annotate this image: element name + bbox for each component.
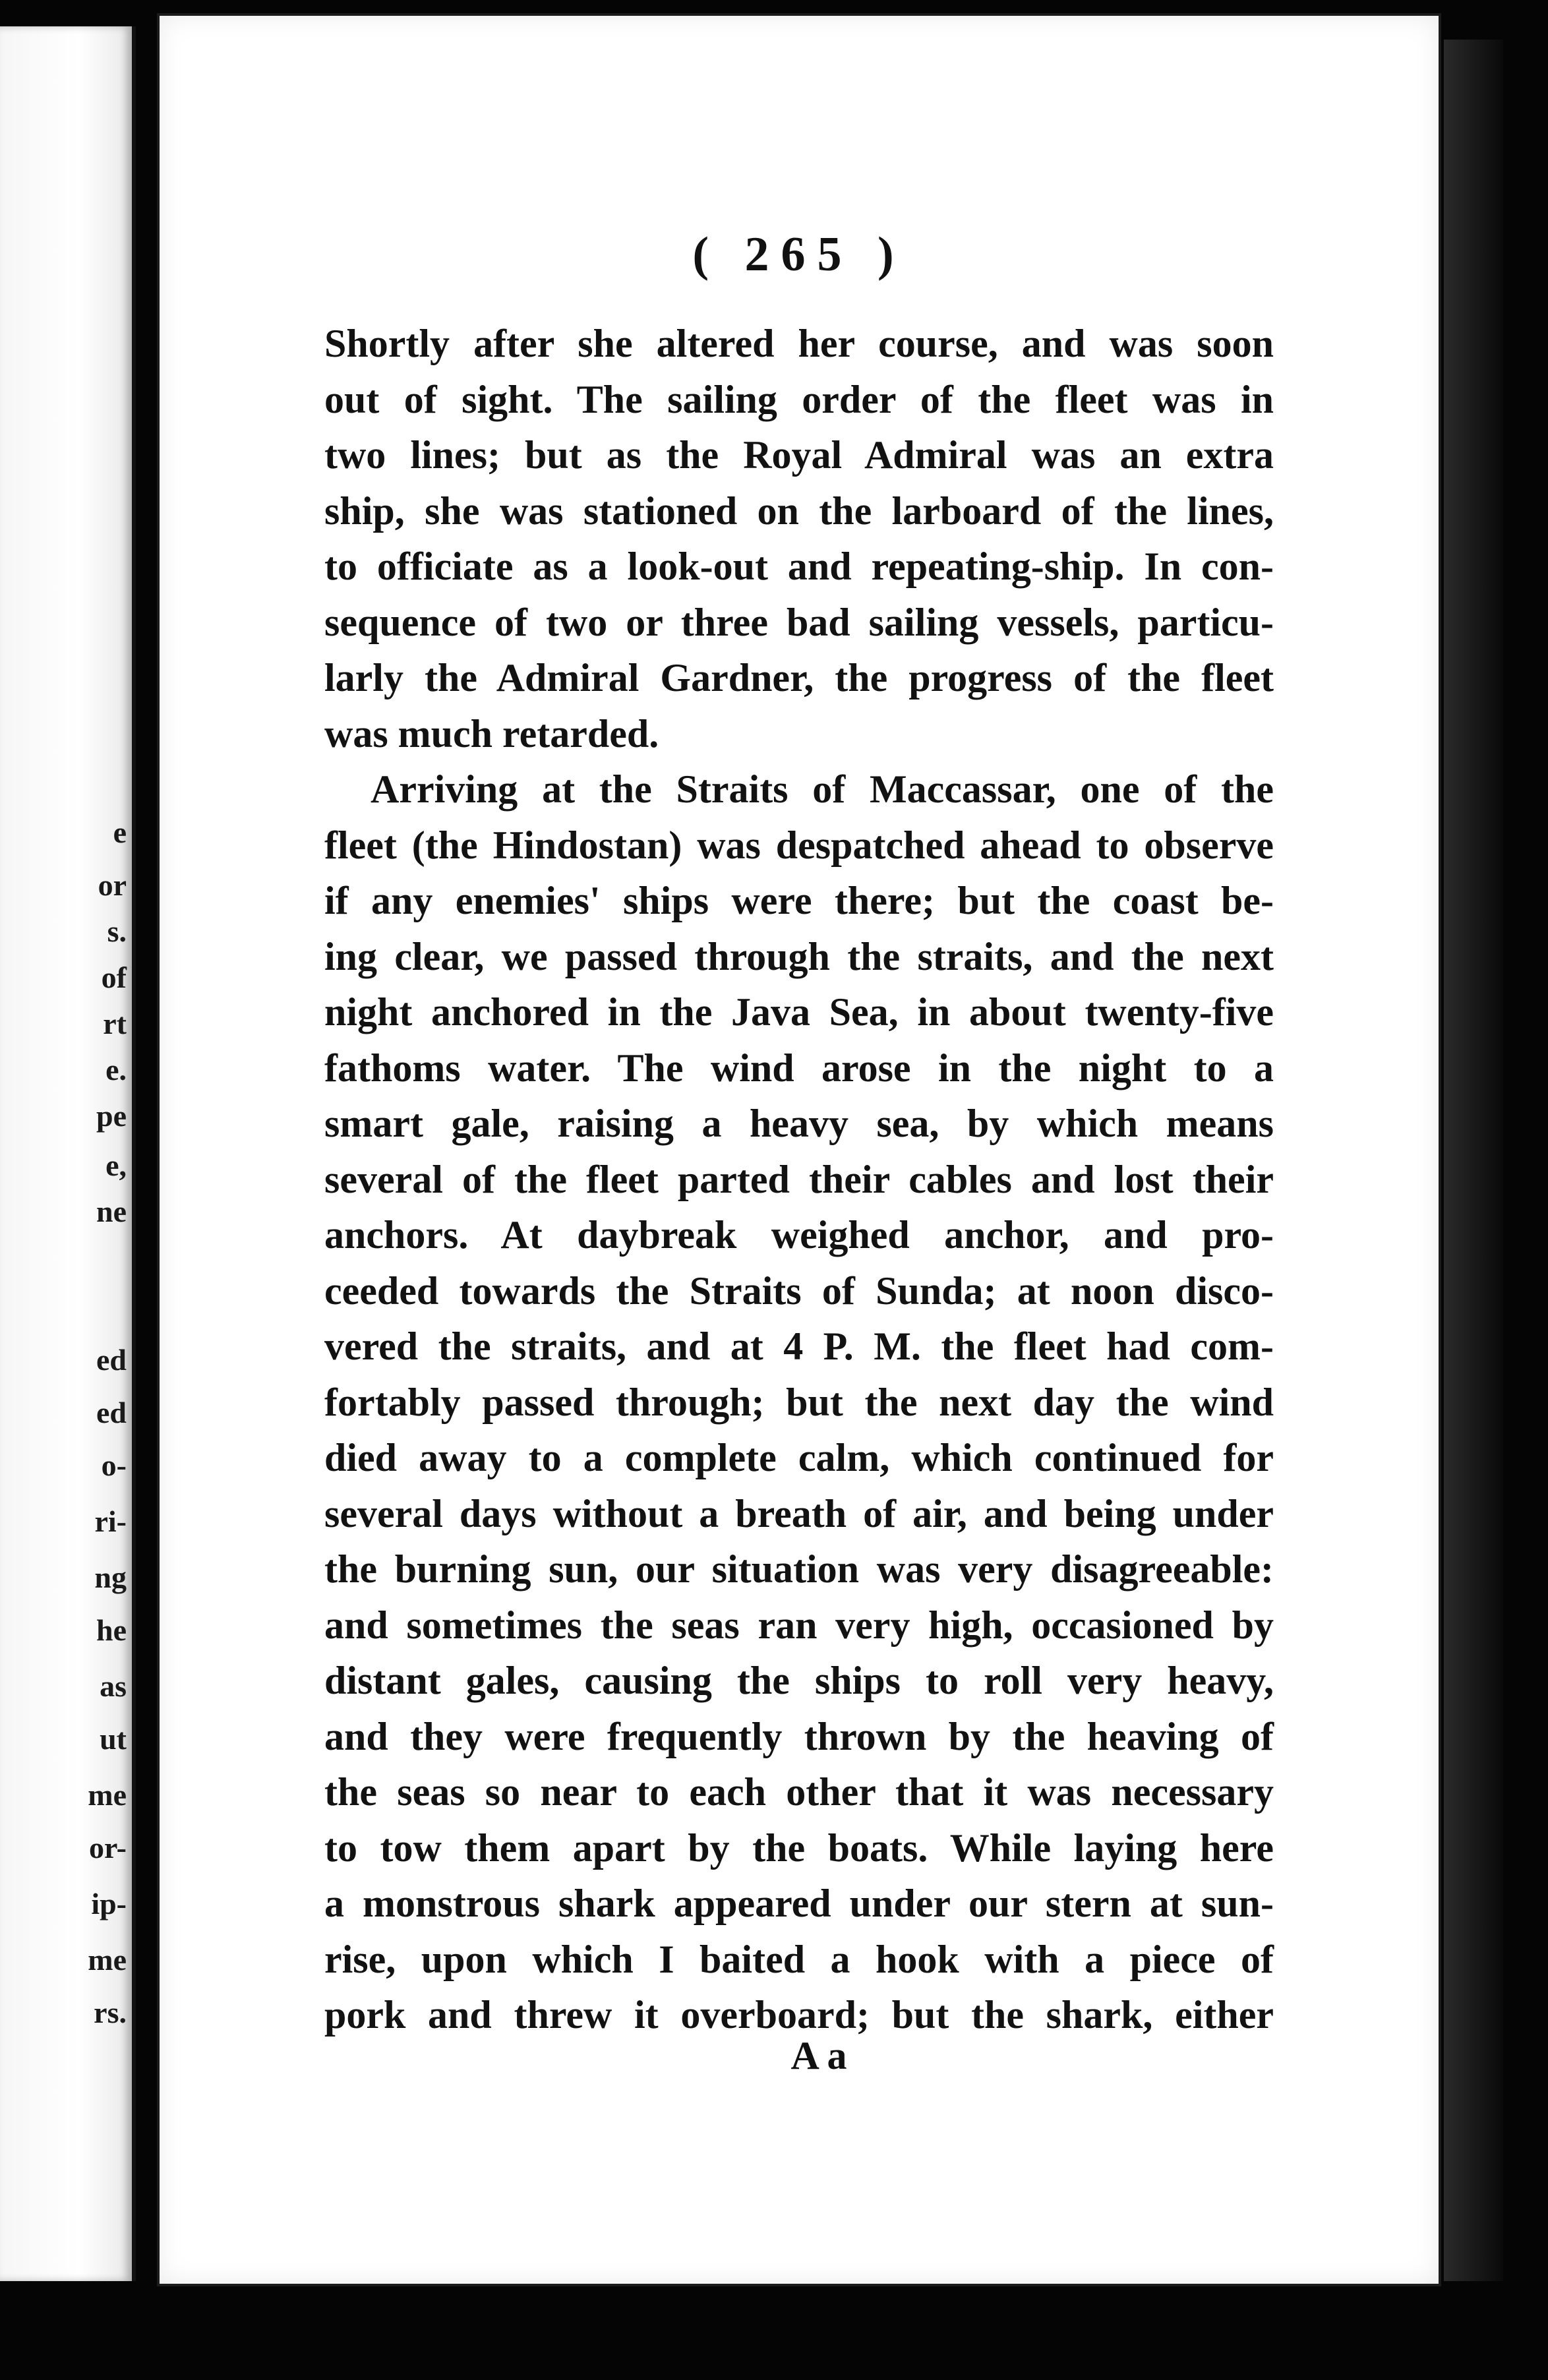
text-line: died away to a complete calm, which continued for <box>324 1436 1274 1479</box>
text-line: Arriving at the Straits of Maccassar, one of the <box>371 767 1274 811</box>
previous-page-fragment: or <box>98 868 127 902</box>
previous-page-fragment: as <box>100 1669 127 1703</box>
previous-page-fragment: rs. <box>94 1996 127 2029</box>
text-line: rise, upon which I baited a hook with a piece of <box>324 1937 1274 1981</box>
text-line: was much retarded. <box>324 711 659 756</box>
previous-page-fragment: ri- <box>94 1504 127 1538</box>
book-page <box>160 16 1439 2284</box>
previous-page-fragment: he <box>96 1613 127 1647</box>
text-line: anchors. At daybreak weighed anchor, and pro- <box>324 1213 1274 1257</box>
text-line: and sometimes the seas ran very high, occasioned by <box>324 1603 1274 1647</box>
text-line: to officiate as a look-out and repeating-ship. In con- <box>324 545 1274 588</box>
previous-page-fragment: or- <box>88 1831 127 1864</box>
text-line: larly the Admiral Gardner, the progress of the fleet <box>324 656 1274 699</box>
text-line: Shortly after she altered her course, and was soon <box>324 322 1274 365</box>
text-line: distant gales, causing the ships to roll very heavy, <box>324 1659 1274 1702</box>
text-line: the seas so near to each other that it was necessary <box>324 1770 1274 1814</box>
previous-page-fragment: me <box>88 1943 127 1977</box>
text-line: ing clear, we passed through the straits, and the next <box>324 934 1274 978</box>
text-line: to tow them apart by the boats. While laying here <box>324 1826 1274 1870</box>
text-line: the burning sun, our situation was very disagreeable: <box>324 1547 1274 1591</box>
previous-page-fragment: ip- <box>91 1887 127 1920</box>
text-line: fathoms water. The wind arose in the night to a <box>324 1046 1274 1090</box>
previous-page-fragment: pe <box>96 1099 127 1133</box>
previous-page-fragment: ne <box>96 1195 127 1228</box>
printer-signature-mark: A a <box>790 2034 847 2077</box>
previous-page-fragment: rt <box>103 1007 127 1040</box>
text-line: out of sight. The sailing order of the fleet was in <box>324 377 1274 421</box>
text-line: fortably passed through; but the next day the wind <box>324 1380 1274 1424</box>
text-line: ship, she was stationed on the larboard of the lines, <box>324 489 1274 533</box>
previous-page-fragment: me <box>88 1778 127 1812</box>
text-line: smart gale, raising a heavy sea, by which means <box>324 1102 1274 1145</box>
page-body-text <box>324 316 1274 2043</box>
page-fore-edge <box>1444 40 1503 2281</box>
text-line: pork and threw it overboard; but the shark, either <box>324 1993 1274 2037</box>
previous-page-edge <box>0 26 136 2281</box>
text-line: ceeded towards the Straits of Sunda; at noon disco- <box>324 1268 1274 1313</box>
page-number: ( 265 ) <box>692 227 906 282</box>
text-line: a monstrous shark appeared under our stern at sun- <box>324 1882 1274 1925</box>
text-line: and they were frequently thrown by the heaving of <box>324 1714 1274 1758</box>
text-line: two lines; but as the Royal Admiral was an extra <box>324 433 1274 477</box>
text-line: vered the straits, and at 4 P. M. the fleet had com- <box>324 1324 1274 1368</box>
previous-page-fragment: s. <box>107 914 127 948</box>
text-line: if any enemies' ships were there; but the coast be- <box>324 879 1274 922</box>
previous-page-fragment: e, <box>105 1148 127 1182</box>
previous-page-fragment: e. <box>105 1053 127 1086</box>
text-line: fleet (the Hindostan) was despatched ahead to observe <box>324 823 1274 867</box>
previous-page-fragment: ng <box>94 1561 127 1594</box>
previous-page-fragment: of <box>101 961 127 994</box>
previous-page-fragment: ut <box>100 1722 127 1756</box>
previous-page-fragment: ed <box>96 1396 127 1429</box>
previous-page-fragment: o- <box>101 1448 127 1482</box>
previous-page-fragment: ed <box>96 1343 127 1377</box>
text-line: several days without a breath of air, and being under <box>324 1491 1274 1535</box>
text-line: sequence of two or three bad sailing vessels, particu- <box>324 600 1274 644</box>
text-line: night anchored in the Java Sea, in about twenty-five <box>324 990 1274 1034</box>
previous-page-fragment: e <box>113 816 127 849</box>
text-line: several of the fleet parted their cables and lost their <box>324 1157 1274 1201</box>
